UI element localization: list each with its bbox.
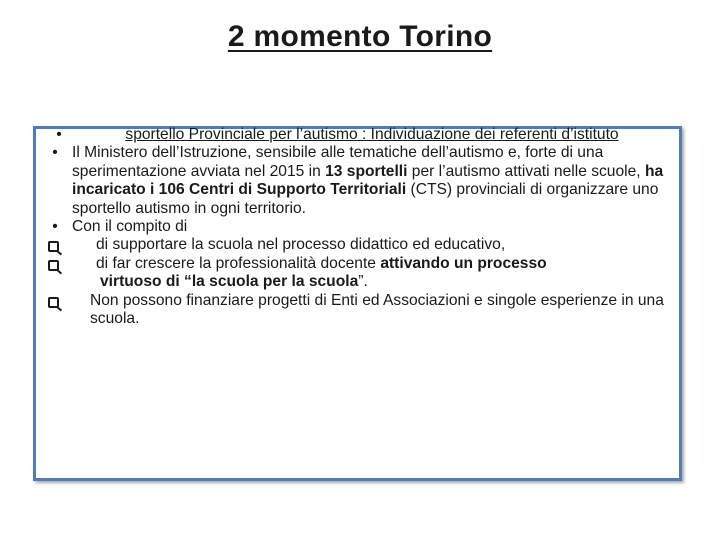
compito-text: Con il compito di — [72, 218, 188, 236]
list-item-professionalita — [34, 255, 684, 292]
professionalita-text-1: di far crescere la professionalità docente — [96, 254, 381, 272]
checkbox-square-icon — [42, 258, 64, 276]
supportare-text: di supportare la scuola nel processo didattico ed educativo, — [96, 236, 506, 254]
ministero-text-2: per l’autismo attivati nelle scuole, — [407, 162, 645, 180]
list-item-supportare — [34, 236, 684, 254]
list-item-sportello — [34, 126, 684, 144]
professionalita-bold-2: virtuoso di “la scuola per la scuola — [100, 273, 359, 291]
sportello-heading: sportello Provinciale per l’autismo : Individuazione dei referenti d’istituto — [125, 126, 619, 143]
list-item-ministero — [34, 144, 684, 218]
slide-title: 2 momento Torino — [227, 20, 493, 53]
ministero-text-1: Il Ministero dell’Istruzione, sensibile alle tematiche dell’autismo e, forte di una sperimentazione avviata nel 2015 in — [72, 144, 604, 180]
bullet-dot-icon: • — [52, 218, 58, 236]
professionalita-text-2: ”. — [358, 273, 368, 291]
ministero-bold-2: ha incaricato i 106 Centri di Supporto Territoriali — [72, 162, 664, 199]
checkbox-square-icon — [42, 295, 64, 313]
finanziare-text: Non possono finanziare progetti di Enti ed Associazioni e singole esperienze in una scuola. — [90, 291, 664, 328]
slide-content — [34, 126, 684, 328]
bullet-dot-icon: • — [56, 126, 62, 143]
list-item-compito — [34, 218, 684, 236]
professionalita-bold-1: attivando un processo — [380, 254, 547, 272]
bullet-dot-icon: • — [52, 144, 58, 162]
list-item-finanziare — [34, 292, 684, 329]
professionalita-line-2 — [96, 273, 678, 291]
ministero-text-3: (CTS) provinciali di organizzare uno sportello autismo in ogni territorio. — [72, 181, 659, 217]
ministero-bold-1: 13 sportelli — [325, 162, 408, 180]
